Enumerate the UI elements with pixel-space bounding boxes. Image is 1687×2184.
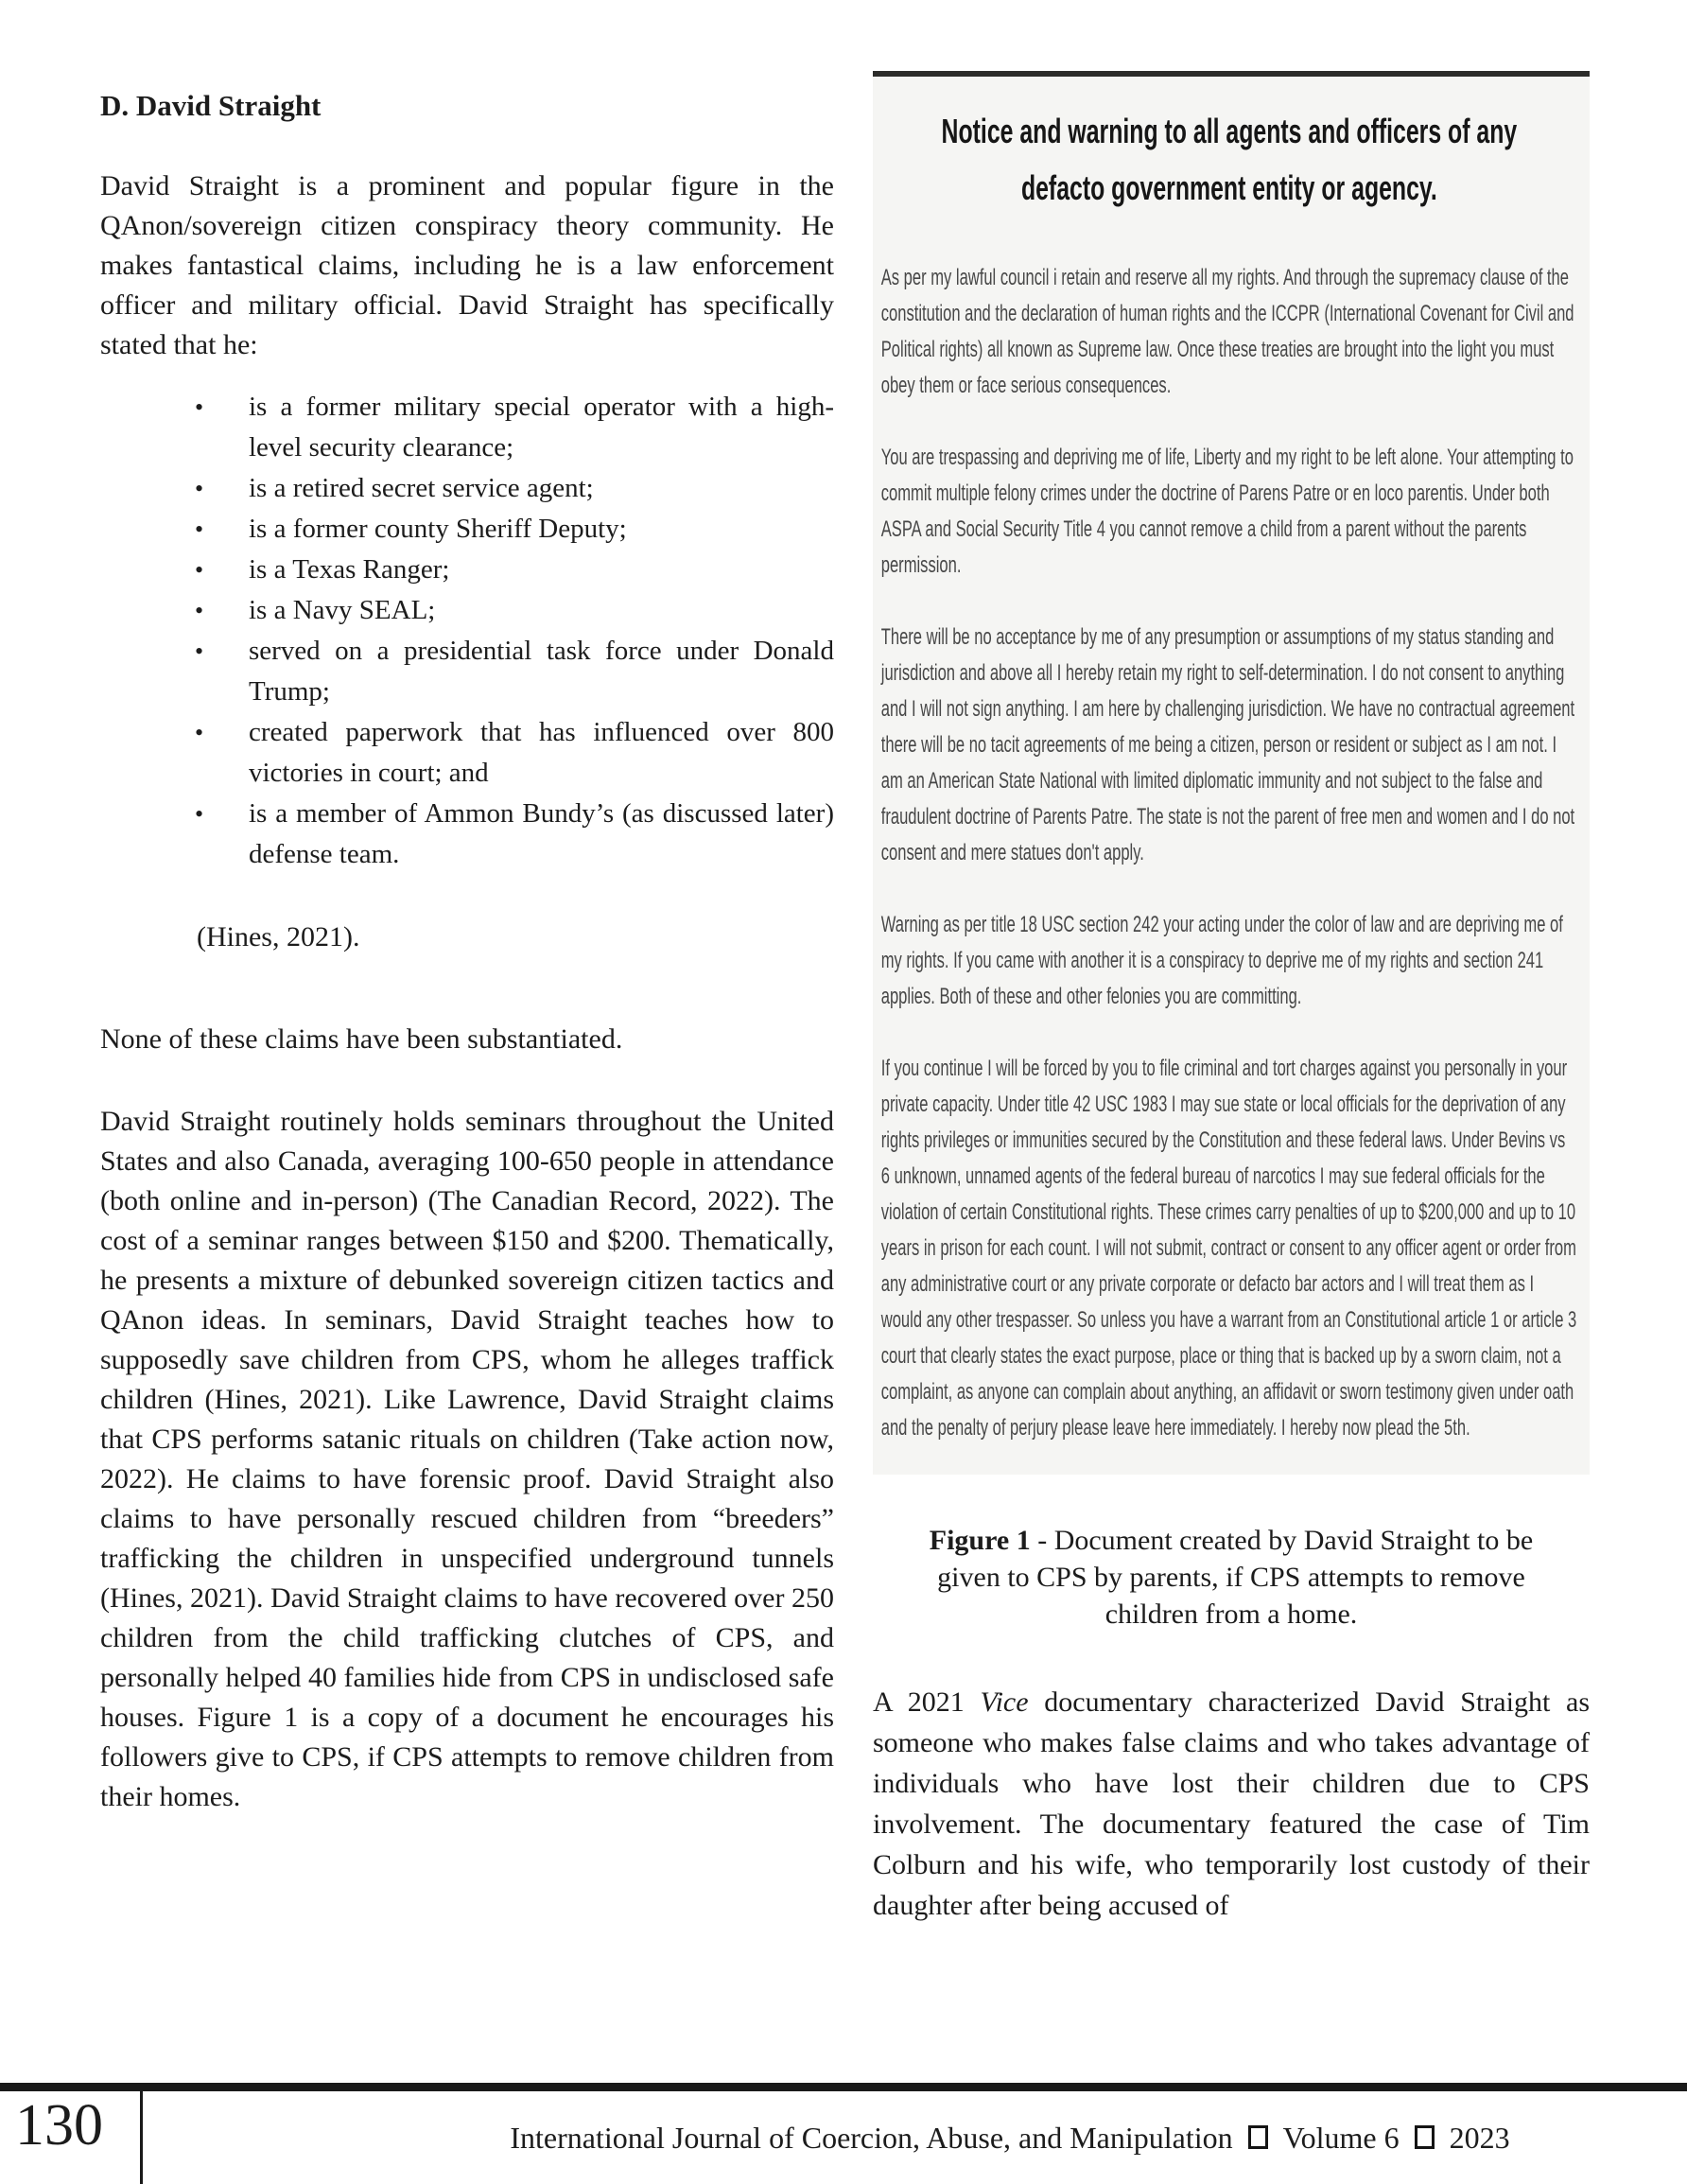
document-title: Notice and warning to all agents and officers of any defacto government entity or agency. (941, 112, 1518, 207)
bullet-icon: • (195, 393, 204, 421)
bullet-icon: • (195, 800, 204, 828)
claims-list-item (100, 712, 834, 794)
year-label: 2023 (1449, 2121, 1510, 2155)
figure-label: Figure 1 (929, 1525, 1031, 1556)
section-heading: D. David Straight (100, 89, 322, 122)
vice-paragraph (873, 1682, 1590, 1926)
bullet-icon: • (195, 638, 204, 665)
claims-list-item-text: is a retired secret service agent; (249, 473, 594, 503)
bullet-icon: • (195, 515, 204, 543)
page-number: 130 (15, 2093, 103, 2158)
claims-list-item (100, 590, 834, 631)
square-separator-icon (1415, 2125, 1435, 2149)
volume-label: Volume 6 (1282, 2121, 1400, 2155)
bullet-icon: • (195, 556, 204, 584)
claims-list-item-text: is a former county Sheriff Deputy; (249, 514, 627, 544)
footer-rule (0, 2083, 1687, 2091)
journal-title: International Journal of Coercion, Abuse, and Manipulation (510, 2121, 1233, 2155)
vice-paragraph-prefix: A 2021 (873, 1686, 981, 1718)
bullet-icon: • (195, 597, 204, 624)
vice-title-italic: Vice (980, 1686, 1029, 1718)
claims-list-item (100, 631, 834, 712)
footer-divider (140, 2091, 143, 2184)
intro-paragraph: David Straight is a prominent and popular figure in the QAnon/sovereign citizen conspiracy theory community. He makes fantastical claims, including he is a law enforcement officer and military official. David Straight has specifically stated that he: (100, 170, 834, 360)
left-column (100, 87, 834, 1817)
claims-list-item (100, 550, 834, 590)
figure-caption (895, 1522, 1568, 1633)
document-paragraph: There will be no acceptance by me of any presumption or assumptions of my status standing and jurisdiction and above all I hereby retain my right to self-determination. I do not consent to anything and I will not sign anything. I am here by challenging jurisdiction. We have no contractual agreement there will be no tacit agreements of me being a citizen, person or resident or subject as I am not. I am an American State National with limited diplomatic immunity and not subject to the false and fraudulent doctrine of Parents Patre. The state is not the parent of free men and women and I do not consent and mere statues don't apply. (880, 624, 1575, 865)
square-separator-icon (1248, 2125, 1268, 2149)
claims-list-item (100, 387, 834, 468)
claims-list-item-text: is a former military special operator with a high-level security clearance; (249, 392, 834, 463)
document-paragraph: As per my lawful council i retain and reserve all my rights. And through the supremacy clause of the constitution and the declaration of human rights and the ICCPR (International Covenant for Civil and Political rights) all known as Supreme law. Once these treaties are brought into the light you must obey them or face serious consequences. (880, 265, 1574, 398)
substantiated-note: None of these claims have been substantiated. (100, 1023, 623, 1055)
figure-caption-text: - Document created by David Straight to be given to CPS by parents, if CPS attempts to remove children from a home. (937, 1525, 1534, 1630)
footer-text (333, 2119, 1687, 2157)
document-paragraph: If you continue I will be forced by you to file criminal and tort charges against you personally in your private capacity. Under title 42 USC 1983 I may sue state or local officials for the deprivation of any rights privileges or immunities secured by the Constitution and these federal laws. Under Bevins vs 6 unknown, unnamed agents of the federal bureau of narcotics I may sue federal officials for the violation of certain Constitutional rights. These crimes carry penalties of up to $200,000 and up to 10 years in prison for each count. I will not submit, contract or consent to any officer agent or order from any administrative court or any private corporate or defacto bar actors and I will treat them as I would any other trespasser. So unless you have a warrant from an Constitutional article 1 or article 3 court that clearly states the exact purpose, place or thing that is backed up by a sworn claim, not a complaint, as anyone can complain about anything, an affidavit or sworn testimony given under oath and the penalty of perjury please leave here immediately. I hereby now plead the 5th. (880, 1056, 1577, 1441)
claims-list-item-text: created paperwork that has influenced over 800 victories in court; and (249, 717, 834, 788)
claims-list-item (100, 794, 834, 875)
claims-list-item-text: is a member of Ammon Bundy’s (as discussed later) defense team. (249, 798, 834, 869)
document-content (878, 103, 1580, 1446)
claims-list-item (100, 468, 834, 509)
document-paragraph: You are trespassing and depriving me of life, Liberty and my right to be left alone. Your attempting to commit multiple felony crimes under the doctrine of Parens Patre or en loco parentis. Under both ASPA and Social Security Title 4 you cannot remove a child from a parent without the parents permission. (880, 445, 1574, 578)
citation: (Hines, 2021). (197, 921, 360, 952)
claims-list-item-text: is a Texas Ranger; (249, 554, 450, 585)
bullet-icon: • (195, 475, 204, 502)
claims-list-item (100, 509, 834, 550)
figure-1-document-image (873, 71, 1590, 1475)
claims-list-item-text: is a Navy SEAL; (249, 595, 436, 625)
claims-list (100, 387, 834, 875)
claims-list-item-text: served on a presidential task force under Donald Trump; (249, 636, 834, 707)
vice-paragraph-suffix: documentary characterized David Straight as someone who makes false claims and who takes advantage of individuals who have lost their children due to CPS involvement. The documentary featured the case of Tim Colburn and his wife, who temporarily lost custody of their daughter after being accused of (873, 1686, 1590, 1921)
bullet-icon: • (195, 719, 204, 746)
seminars-paragraph: David Straight routinely holds seminars throughout the United States and also Canada, averaging 100-650 people in attendance (both online and in-person) (The Canadian Record, 2022). The cost of a seminar ranges between $150 and $200. Thematically, he presents a mixture of debunked sovereign citizen tactics and QAnon ideas. In seminars, David Straight teaches how to supposedly save children from CPS, whom he alleges traffick children (Hines, 2021). Like Lawrence, David Straight claims that CPS performs satanic rituals on children (Take action now, 2022). He claims to have forensic proof. David Straight also claims to have personally rescued children from “breeders” trafficking the children in unspecified underground tunnels (Hines, 2021). David Straight claims to have recovered over 250 children from the child trafficking clutches of CPS, and personally helped 40 families hide from CPS in undisclosed safe houses. Figure 1 is a copy of a document he encourages his followers give to CPS, if CPS attempts to remove children from their homes. (100, 1106, 834, 1812)
document-paragraph: Warning as per title 18 USC section 242 your acting under the color of law and are depriving me of my rights. If you came with another it is a conspiracy to deprive me of my rights and section 241 applies. Both of these and other felonies you are committing. (880, 912, 1563, 1009)
right-column (873, 71, 1590, 1954)
